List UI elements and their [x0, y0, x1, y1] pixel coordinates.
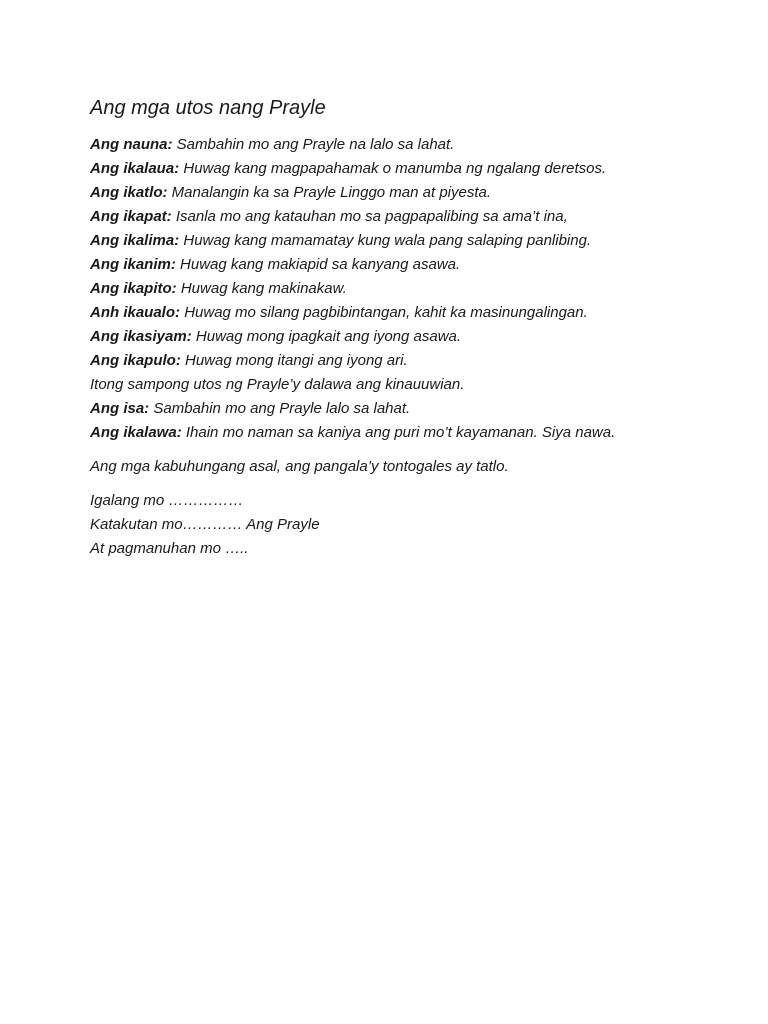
- commandment-label: Ang ikalima:: [90, 232, 180, 249]
- summary-item-text: Ihain mo naman sa kaniya ang puri mo’t kayamanan. Siya nawa.: [185, 424, 616, 441]
- commandment-label: Ang ikapat:: [90, 208, 172, 225]
- commandment-line: [90, 157, 730, 181]
- closing-line: Igalang mo ……………: [90, 492, 244, 509]
- commandment-label: Ang ikapulo:: [90, 352, 181, 369]
- commandment-label: Ang nauna:: [90, 136, 173, 153]
- closing-line: Katakutan mo………… Ang Prayle: [90, 516, 320, 533]
- commandment-line: [90, 349, 730, 373]
- commandment-label: Ang ikapito:: [90, 280, 177, 297]
- commandment-line: [90, 229, 730, 253]
- commandment-text: Manalangin ka sa Prayle Linggo man at piyesta.: [171, 184, 492, 201]
- commandments-list: [90, 133, 730, 445]
- summary-item: [90, 397, 730, 421]
- commandment-label: Ang ikalaua:: [90, 160, 180, 177]
- closing-line: At pagmanuhan mo …..: [90, 540, 249, 557]
- commandment-text: Huwag mong itangi ang iyong ari.: [185, 352, 408, 369]
- virtues-paragraph: Ang mga kabuhungang asal, ang pangala’y tontogales ay tatlo.: [90, 458, 509, 475]
- commandment-text: Huwag kang magpapahamak o manumba ng ngalang deretsos.: [183, 160, 607, 177]
- commandment-line: [90, 133, 730, 157]
- commandment-text: Huwag mo silang pagbibintangan, kahit ka masinungalingan.: [184, 304, 588, 321]
- commandment-text: Isanla mo ang katauhan mo sa pagpapalibing sa ama’t ina,: [175, 208, 568, 225]
- summary-line: Itong sampong utos ng Prayle’y dalawa ang kinauuwian.: [90, 376, 465, 393]
- summary-item-text: Sambahin mo ang Prayle lalo sa lahat.: [153, 400, 411, 417]
- commandment-label: Ang ikasiyam:: [90, 328, 192, 345]
- commandment-text: Sambahin mo ang Prayle na lalo sa lahat.: [176, 136, 455, 153]
- commandment-text: Huwag kang makinakaw.: [180, 280, 347, 297]
- closing-block: [90, 489, 730, 561]
- document-body: [90, 95, 730, 561]
- commandment-line: [90, 181, 730, 205]
- commandment-text: Huwag kang mamamatay kung wala pang salaping panlibing.: [183, 232, 592, 249]
- commandment-label: Ang ikanim:: [90, 256, 176, 273]
- commandment-line: [90, 277, 730, 301]
- commandment-line: [90, 301, 730, 325]
- commandment-line: [90, 205, 730, 229]
- summary-item-label: Ang ikalawa:: [90, 424, 182, 441]
- commandment-text: Huwag mong ipagkait ang iyong asawa.: [195, 328, 462, 345]
- commandment-label: Ang ikatlo:: [90, 184, 168, 201]
- summary-item: [90, 421, 730, 445]
- commandment-text: Huwag kang makiapid sa kanyang asawa.: [180, 256, 461, 273]
- commandment-line: [90, 253, 730, 277]
- summary-item-label: Ang isa:: [90, 400, 150, 417]
- document-title: Ang mga utos nang Prayle: [90, 97, 326, 119]
- commandment-line: [90, 325, 730, 349]
- commandment-label: Anh ikaualo:: [90, 304, 181, 321]
